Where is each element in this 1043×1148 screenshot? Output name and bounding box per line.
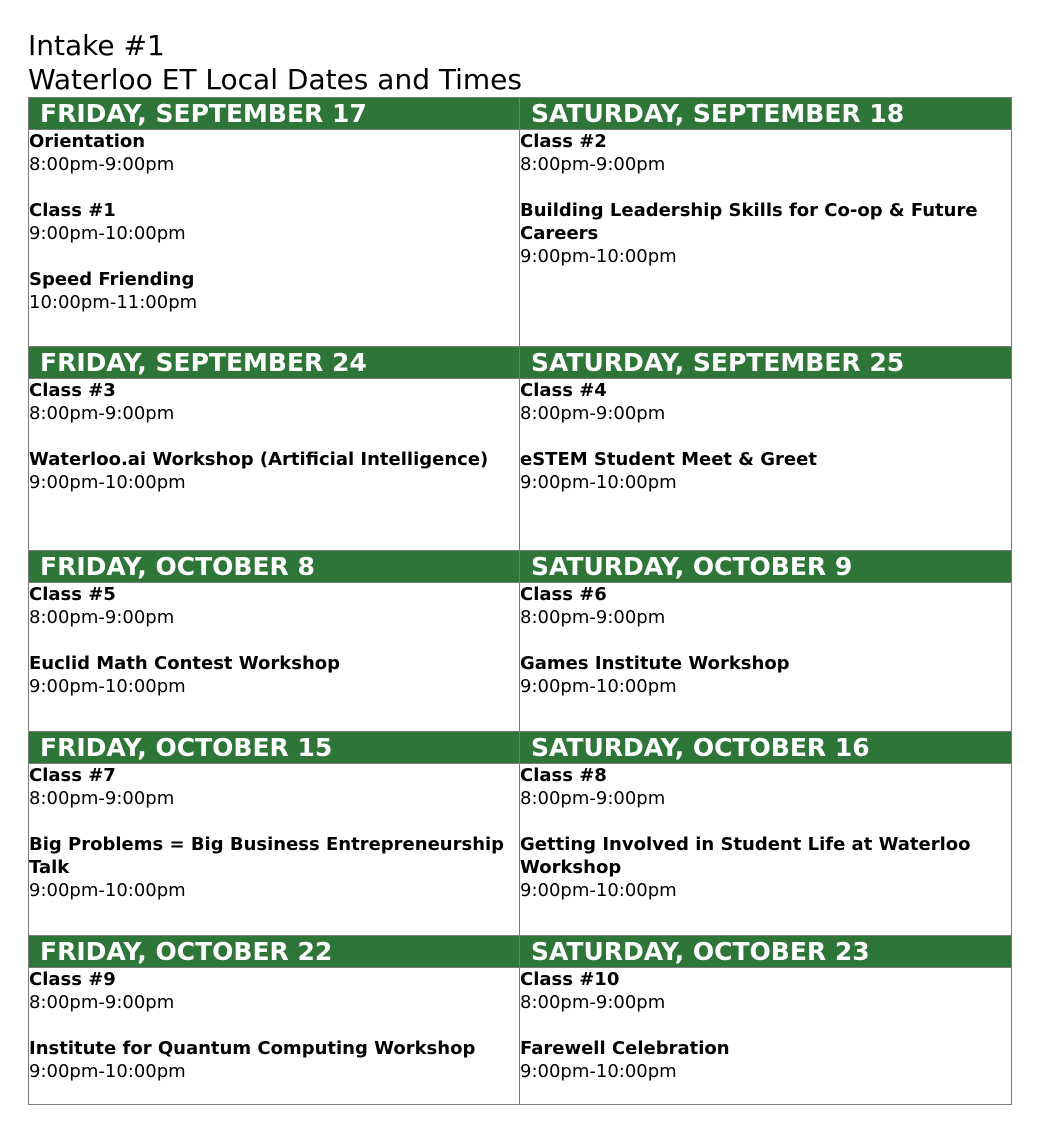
week-events-row <box>29 968 1012 1105</box>
event-name: Euclid Math Contest Workshop <box>29 653 341 674</box>
event-name: Farewell Celebration <box>520 1038 730 1059</box>
event-name: Class #8 <box>520 765 607 786</box>
event-name: Waterloo.ai Workshop (Artificial Intelligence) <box>29 449 489 470</box>
event-name: Class #4 <box>520 380 607 401</box>
event-time: 8:00pm-9:00pm <box>520 154 666 175</box>
event-name: Class #3 <box>29 380 116 401</box>
event-item <box>29 448 519 494</box>
event-item <box>520 583 1011 629</box>
event-item <box>520 448 1011 494</box>
friday-events-cell <box>29 130 520 347</box>
event-time: 8:00pm-9:00pm <box>520 607 666 628</box>
event-item <box>29 379 519 425</box>
event-name: Speed Friending <box>29 269 195 290</box>
event-name: Class #1 <box>29 200 116 221</box>
saturday-events-cell <box>520 968 1012 1105</box>
event-time: 9:00pm-10:00pm <box>520 880 677 901</box>
event-item <box>29 199 519 245</box>
event-name: Big Problems = Big Business Entrepreneurship Talk <box>29 834 505 878</box>
event-name: Institute for Quantum Computing Workshop <box>29 1038 476 1059</box>
event-time: 8:00pm-9:00pm <box>520 788 666 809</box>
week-events-row <box>29 379 1012 551</box>
event-time: 9:00pm-10:00pm <box>29 676 186 697</box>
event-item <box>520 130 1011 176</box>
event-name: Class #7 <box>29 765 116 786</box>
friday-date-header: FRIDAY, OCTOBER 8 <box>29 551 520 583</box>
week-events-row <box>29 583 1012 732</box>
event-time: 8:00pm-9:00pm <box>29 607 175 628</box>
event-time: 9:00pm-10:00pm <box>29 880 186 901</box>
event-item <box>520 968 1011 1014</box>
event-item <box>29 268 519 314</box>
event-name: Class #2 <box>520 131 607 152</box>
week-header-row <box>29 347 1012 379</box>
event-name: Class #10 <box>520 969 620 990</box>
event-item <box>29 652 519 698</box>
event-item <box>520 199 1011 268</box>
event-time: 8:00pm-9:00pm <box>29 154 175 175</box>
saturday-events-cell <box>520 583 1012 732</box>
friday-date-header: FRIDAY, OCTOBER 22 <box>29 936 520 968</box>
friday-events-cell <box>29 379 520 551</box>
schedule-table <box>28 97 1012 1105</box>
event-time: 8:00pm-9:00pm <box>29 403 175 424</box>
event-name: Class #5 <box>29 584 116 605</box>
saturday-date-header: SATURDAY, OCTOBER 9 <box>520 551 1012 583</box>
week-header-row <box>29 732 1012 764</box>
page-subtitle: Waterloo ET Local Dates and Times <box>28 63 522 96</box>
saturday-events-cell <box>520 764 1012 936</box>
week-events-row <box>29 764 1012 936</box>
saturday-date-header: SATURDAY, SEPTEMBER 18 <box>520 98 1012 130</box>
event-item <box>29 968 519 1014</box>
event-time: 8:00pm-9:00pm <box>520 403 666 424</box>
event-time: 9:00pm-10:00pm <box>520 246 677 267</box>
friday-date-header: FRIDAY, OCTOBER 15 <box>29 732 520 764</box>
event-name: Orientation <box>29 131 146 152</box>
event-name: Building Leadership Skills for Co-op & Future Careers <box>520 200 978 244</box>
saturday-date-header: SATURDAY, SEPTEMBER 25 <box>520 347 1012 379</box>
event-name: eSTEM Student Meet & Greet <box>520 449 817 470</box>
intake-title: Intake #1 <box>28 29 165 62</box>
friday-events-cell <box>29 968 520 1105</box>
saturday-events-cell <box>520 130 1012 347</box>
event-time: 9:00pm-10:00pm <box>29 472 186 493</box>
event-item <box>29 833 519 902</box>
event-time: 8:00pm-9:00pm <box>29 788 175 809</box>
saturday-date-header: SATURDAY, OCTOBER 23 <box>520 936 1012 968</box>
friday-date-header: FRIDAY, SEPTEMBER 17 <box>29 98 520 130</box>
schedule-body <box>29 98 1012 1105</box>
saturday-events-cell <box>520 379 1012 551</box>
event-item <box>29 1037 519 1083</box>
event-time: 9:00pm-10:00pm <box>520 676 677 697</box>
event-item <box>29 130 519 176</box>
friday-date-header: FRIDAY, SEPTEMBER 24 <box>29 347 520 379</box>
week-events-row <box>29 130 1012 347</box>
event-time: 9:00pm-10:00pm <box>29 1061 186 1082</box>
week-header-row <box>29 551 1012 583</box>
saturday-date-header: SATURDAY, OCTOBER 16 <box>520 732 1012 764</box>
event-item <box>29 764 519 810</box>
event-time: 9:00pm-10:00pm <box>520 1061 677 1082</box>
event-time: 9:00pm-10:00pm <box>29 223 186 244</box>
event-item <box>520 652 1011 698</box>
event-name: Games Institute Workshop <box>520 653 790 674</box>
event-time: 8:00pm-9:00pm <box>29 992 175 1013</box>
friday-events-cell <box>29 583 520 732</box>
week-header-row <box>29 936 1012 968</box>
week-header-row <box>29 98 1012 130</box>
event-name: Getting Involved in Student Life at Waterloo Workshop <box>520 834 971 878</box>
event-item <box>520 1037 1011 1083</box>
event-name: Class #6 <box>520 584 607 605</box>
friday-events-cell <box>29 764 520 936</box>
event-item <box>520 833 1011 902</box>
event-item <box>520 764 1011 810</box>
event-time: 9:00pm-10:00pm <box>520 472 677 493</box>
event-item <box>520 379 1011 425</box>
event-name: Class #9 <box>29 969 116 990</box>
event-time: 8:00pm-9:00pm <box>520 992 666 1013</box>
event-item <box>29 583 519 629</box>
event-time: 10:00pm-11:00pm <box>29 292 198 313</box>
